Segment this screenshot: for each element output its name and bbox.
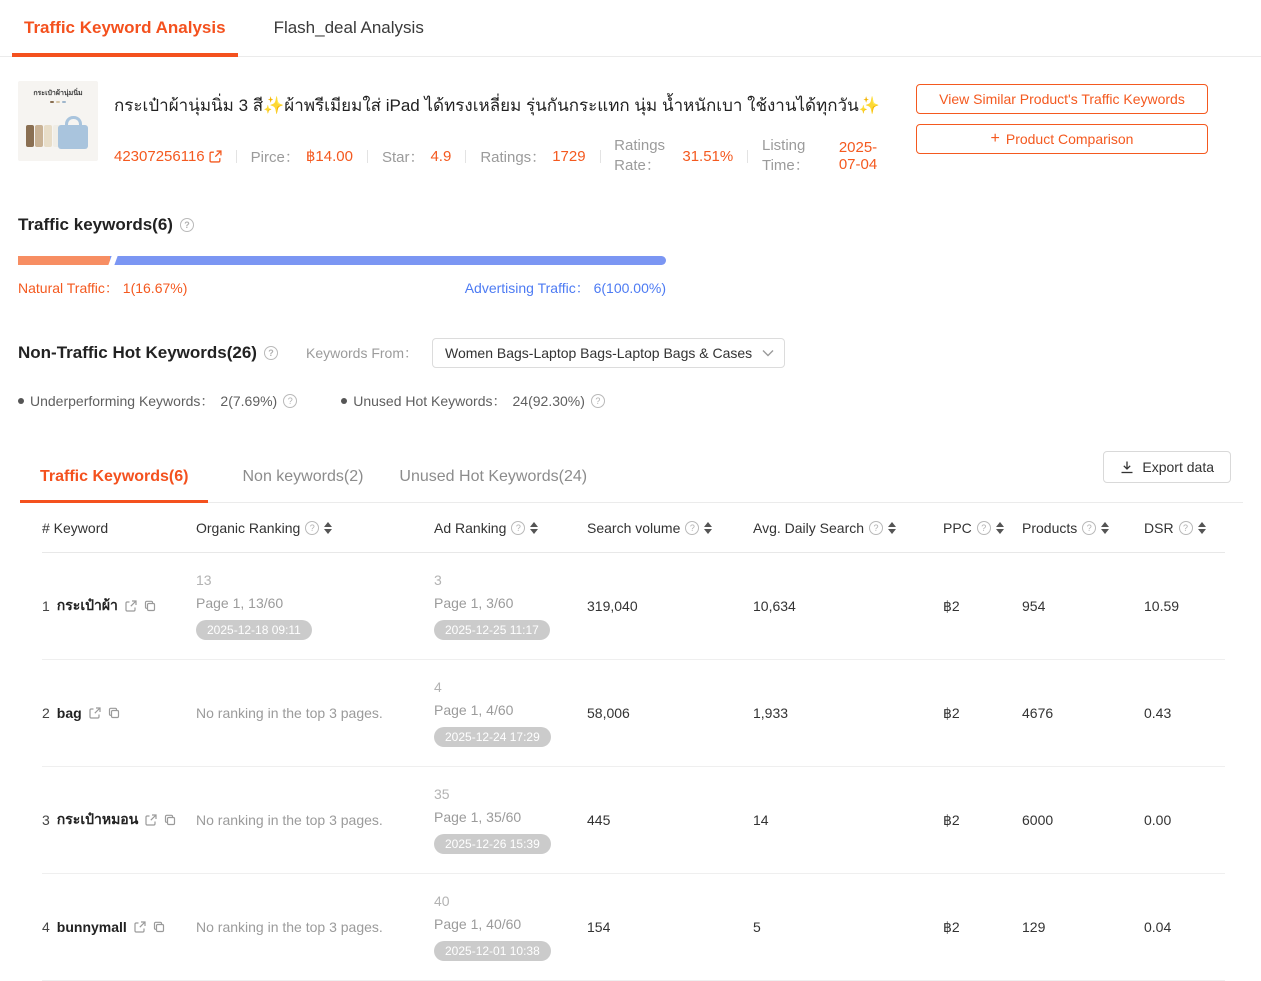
stat-label: Star： bbox=[381, 148, 425, 166]
traffic-split-bar bbox=[18, 256, 666, 265]
stat-star bbox=[353, 146, 451, 167]
ad-ranking-cell: 40 Page 1, 40/60 2025-12-01 10:38 bbox=[434, 893, 587, 961]
download-icon bbox=[1120, 460, 1134, 474]
help-icon[interactable]: ? bbox=[869, 521, 883, 535]
tab-label: Traffic Keywords(6) bbox=[40, 468, 189, 485]
natural-traffic-label: Natural Traffic： 1(16.67%) bbox=[18, 280, 188, 296]
sort-icon[interactable] bbox=[996, 522, 1004, 534]
rank-date-badge: 2025-12-24 17:29 bbox=[434, 727, 551, 747]
external-link-icon bbox=[209, 150, 222, 163]
search-volume-cell: 58,006 bbox=[587, 705, 630, 721]
tab-label: Unused Hot Keywords(24) bbox=[399, 468, 588, 485]
tab-label: Non keywords(2) bbox=[242, 468, 364, 485]
organic-ranking-cell: No ranking in the top 3 pages. bbox=[196, 705, 383, 721]
keyword-text: กระเป๋าผ้า bbox=[56, 597, 118, 613]
table-row bbox=[42, 874, 1225, 981]
stat-listing-time bbox=[733, 137, 896, 175]
product-info bbox=[114, 81, 896, 175]
organic-ranking-cell: No ranking in the top 3 pages. bbox=[196, 812, 383, 828]
stat-value: 1729 bbox=[552, 147, 586, 165]
product-actions bbox=[916, 81, 1208, 175]
active-tab-underline bbox=[20, 500, 208, 503]
stat-ratings bbox=[451, 146, 585, 167]
view-similar-traffic-keywords-button[interactable] bbox=[916, 84, 1208, 114]
help-icon[interactable]: ? bbox=[305, 521, 319, 535]
help-icon[interactable]: ? bbox=[283, 394, 297, 408]
chevron-down-icon bbox=[762, 349, 774, 357]
stat-label: Pirce： bbox=[250, 148, 300, 166]
category-dropdown[interactable] bbox=[432, 338, 785, 368]
thumbnail-bag-main bbox=[58, 125, 88, 149]
rank-date-badge: 2025-12-01 10:38 bbox=[434, 941, 551, 961]
dsr-cell: 0.04 bbox=[1144, 919, 1172, 935]
sort-icon[interactable] bbox=[324, 522, 332, 534]
product-id-link[interactable] bbox=[114, 148, 222, 165]
col-dsr: DSR ? bbox=[1144, 520, 1225, 536]
product-thumbnail[interactable] bbox=[18, 81, 98, 161]
product-stats bbox=[114, 137, 896, 175]
help-icon[interactable]: ? bbox=[180, 218, 194, 232]
keyword-text: กระเป๋าหมอน bbox=[56, 811, 139, 827]
help-icon[interactable]: ? bbox=[511, 521, 525, 535]
table-tabs bbox=[20, 455, 1243, 503]
col-avg-daily-search: Avg. Daily Search ? bbox=[753, 520, 943, 536]
copy-icon[interactable] bbox=[153, 921, 165, 933]
avg-daily-search-cell: 5 bbox=[753, 919, 761, 935]
tab-unused-hot-keywords[interactable] bbox=[381, 468, 605, 502]
external-link-icon[interactable] bbox=[89, 707, 101, 719]
keyword-cell bbox=[42, 705, 196, 721]
sort-icon[interactable] bbox=[1198, 522, 1206, 534]
ppc-cell: ฿2 bbox=[943, 811, 960, 828]
external-link-icon[interactable] bbox=[125, 600, 137, 612]
table-row bbox=[42, 767, 1225, 874]
advertising-traffic-label: Advertising Traffic： 6(100.00%) bbox=[464, 280, 666, 296]
table-row bbox=[42, 660, 1225, 767]
ad-ranking-cell: 3 Page 1, 3/60 2025-12-25 11:17 bbox=[434, 572, 587, 640]
export-data-button[interactable] bbox=[1103, 451, 1231, 483]
button-label: Export data bbox=[1142, 459, 1214, 475]
keyword-text: bag bbox=[56, 705, 82, 721]
organic-ranking-cell: 13 Page 1, 13/60 2025-12-18 09:11 bbox=[196, 572, 434, 640]
non-traffic-section bbox=[0, 338, 1261, 411]
col-keyword: # Keyword bbox=[42, 519, 109, 536]
copy-icon[interactable] bbox=[108, 707, 120, 719]
stat-label: Ratings Rate： bbox=[614, 137, 666, 174]
button-label: Product Comparison bbox=[1005, 131, 1134, 147]
product-title: กระเป๋าผ้านุ่มนิ่ม 3 สี✨ผ้าพรีเมียมใส่ iPad ได้ทรงเหลี่ยม รุ่นกันกระแทก นุ่ม น้ำหนักเบา ใช้งานได้ทุกวัน✨ bbox=[114, 96, 880, 115]
traffic-keywords-title: Traffic keywords(6) bbox=[18, 215, 173, 234]
stat-label: Listing Time： bbox=[761, 137, 810, 174]
dsr-cell: 0.43 bbox=[1144, 705, 1172, 721]
ppc-cell: ฿2 bbox=[943, 597, 960, 614]
avg-daily-search-cell: 14 bbox=[753, 812, 769, 828]
copy-icon[interactable] bbox=[144, 600, 156, 612]
tab-flash-deal-analysis[interactable] bbox=[262, 0, 436, 56]
stat-label: Ratings： bbox=[480, 148, 547, 166]
col-organic-ranking: Organic Ranking ? bbox=[196, 520, 434, 536]
stat-value: 4.9 bbox=[430, 147, 452, 165]
ad-ranking-cell: 35 Page 1, 35/60 2025-12-26 15:39 bbox=[434, 786, 587, 854]
search-volume-cell: 445 bbox=[587, 812, 611, 828]
tab-traffic-keywords[interactable] bbox=[40, 468, 188, 502]
tab-non-keywords[interactable] bbox=[224, 468, 381, 502]
keywords-from-label: Keywords From： bbox=[305, 345, 419, 361]
help-icon[interactable]: ? bbox=[264, 346, 278, 360]
col-search-volume: Search volume ? bbox=[587, 520, 753, 536]
organic-ranking-cell: No ranking in the top 3 pages. bbox=[196, 919, 383, 935]
col-ppc: PPC ? bbox=[943, 520, 1022, 536]
category-selected-value: Women Bags-Laptop Bags-Laptop Bags & Cases bbox=[445, 345, 753, 361]
row-index: 2 bbox=[42, 705, 50, 721]
products-cell: 954 bbox=[1022, 598, 1046, 614]
help-icon[interactable]: ? bbox=[685, 521, 699, 535]
products-cell: 6000 bbox=[1022, 812, 1054, 828]
keyword-text: bunnymall bbox=[56, 919, 127, 935]
row-index: 1 bbox=[42, 598, 50, 614]
button-label: View Similar Product's Traffic Keywords bbox=[939, 91, 1185, 107]
dsr-cell: 10.59 bbox=[1144, 598, 1180, 614]
table-header-row bbox=[42, 503, 1225, 553]
active-tab-underline bbox=[12, 53, 238, 57]
product-id: 42307256116 bbox=[114, 147, 205, 165]
ad-ranking-cell: 4 Page 1, 4/60 2025-12-24 17:29 bbox=[434, 679, 587, 747]
row-index: 3 bbox=[42, 812, 50, 828]
products-cell: 129 bbox=[1022, 919, 1046, 935]
col-products: Products ? bbox=[1022, 520, 1144, 536]
thumbnail-color-dots bbox=[18, 101, 98, 103]
help-icon[interactable]: ? bbox=[1179, 521, 1193, 535]
tab-traffic-keyword-analysis[interactable] bbox=[12, 0, 238, 56]
sort-icon[interactable] bbox=[704, 522, 712, 534]
rank-date-badge: 2025-12-26 15:39 bbox=[434, 834, 551, 854]
natural-traffic-bar bbox=[18, 256, 110, 265]
col-ad-ranking: Ad Ranking ? bbox=[434, 520, 587, 536]
unused-hot-keywords-stat: Unused Hot Keywords： 24(92.30%) ? bbox=[341, 391, 605, 411]
stat-price bbox=[222, 146, 353, 167]
row-index: 4 bbox=[42, 919, 50, 935]
external-link-icon[interactable] bbox=[145, 814, 157, 826]
copy-icon[interactable] bbox=[164, 814, 176, 826]
plus-icon: + bbox=[990, 130, 1000, 147]
ppc-cell: ฿2 bbox=[943, 704, 960, 721]
product-comparison-button[interactable] bbox=[916, 124, 1208, 154]
table-row bbox=[42, 553, 1225, 660]
avg-daily-search-cell: 1,933 bbox=[753, 705, 789, 721]
stat-value: ฿14.00 bbox=[305, 148, 353, 165]
rank-date-badge: 2025-12-18 09:11 bbox=[196, 620, 312, 640]
rank-date-badge: 2025-12-25 11:17 bbox=[434, 620, 550, 640]
dsr-cell: 0.00 bbox=[1144, 812, 1172, 828]
stat-value: 2025-07-04 bbox=[838, 139, 878, 173]
thumbnail-caption: กระเป๋าผ้านุ่มนิ่ม bbox=[33, 90, 83, 97]
non-traffic-title: Non-Traffic Hot Keywords(26) bbox=[18, 343, 257, 362]
tab-label: Traffic Keyword Analysis bbox=[24, 18, 226, 37]
products-cell: 4676 bbox=[1022, 705, 1054, 721]
product-header bbox=[0, 57, 1261, 175]
stat-value: 31.51% bbox=[682, 147, 734, 165]
search-volume-cell: 319,040 bbox=[587, 598, 638, 614]
sort-icon[interactable] bbox=[888, 522, 896, 534]
avg-daily-search-cell: 10,634 bbox=[753, 598, 796, 614]
header-tabs bbox=[0, 0, 1261, 57]
ppc-cell: ฿2 bbox=[943, 918, 960, 935]
help-icon[interactable]: ? bbox=[591, 394, 605, 408]
keywords-table-section bbox=[0, 455, 1261, 981]
keyword-cell bbox=[42, 919, 196, 935]
bullet-dot-icon bbox=[18, 398, 24, 404]
traffic-keywords-section bbox=[0, 215, 1261, 298]
stat-ratings-rate bbox=[586, 137, 734, 175]
help-icon[interactable]: ? bbox=[977, 521, 991, 535]
search-volume-cell: 154 bbox=[587, 919, 611, 935]
bullet-dot-icon bbox=[341, 398, 347, 404]
sort-icon[interactable] bbox=[1101, 522, 1109, 534]
help-icon[interactable]: ? bbox=[1082, 521, 1096, 535]
external-link-icon[interactable] bbox=[134, 921, 146, 933]
keyword-cell bbox=[42, 809, 196, 831]
tab-label: Flash_deal Analysis bbox=[273, 18, 424, 37]
sort-icon[interactable] bbox=[530, 522, 538, 534]
underperforming-keywords-stat: Underperforming Keywords： 2(7.69%) ? bbox=[18, 391, 297, 411]
keyword-cell bbox=[42, 595, 196, 617]
